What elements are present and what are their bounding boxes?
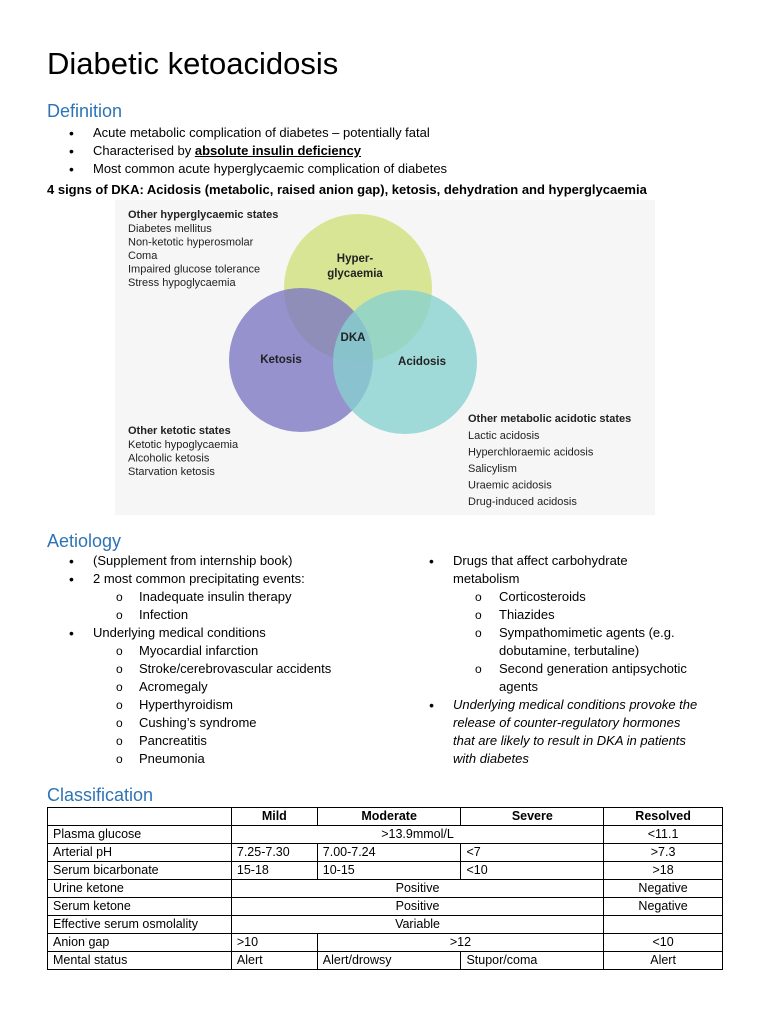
classification-heading: Classification	[47, 785, 154, 805]
group-item: Starvation ketosis	[128, 466, 215, 478]
bullet-text: Most common acute hyperglycaemic complication of diabetes	[93, 161, 448, 176]
table-cell: 7.25-7.30	[231, 844, 317, 862]
row-label: Arterial pH	[48, 844, 232, 862]
list-item	[411, 588, 731, 606]
list-item	[47, 124, 727, 142]
signs-line: 4 signs of DKA: Acidosis (metabolic, raised anion gap), ketosis, dehydration and hyperglycaemia	[47, 182, 647, 197]
bullet-text: (Supplement from internship book)	[93, 553, 293, 568]
list-item	[411, 606, 731, 624]
list-item	[47, 624, 407, 642]
table-row	[48, 844, 723, 862]
note-text: with diabetes	[453, 751, 529, 766]
bullet-text: Sympathomimetic agents (e.g.	[499, 625, 675, 640]
bullet-text: Inadequate insulin therapy	[139, 589, 292, 604]
row-label: Urine ketone	[48, 880, 232, 898]
bullet-text: Stroke/cerebrovascular accidents	[139, 661, 332, 676]
table-header: Moderate	[317, 808, 461, 826]
table-cell: >13.9mmol/L	[231, 826, 603, 844]
list-item	[411, 552, 731, 588]
bullet-text: Characterised by	[93, 143, 195, 158]
bullet-text: Drugs that affect carbohydrate	[453, 553, 628, 568]
table-cell: Alert/drowsy	[317, 952, 461, 970]
ketosis-label: Ketosis	[260, 354, 302, 366]
bullet-text: metabolism	[453, 571, 520, 586]
list-item	[47, 606, 407, 624]
table-cell: <10	[461, 862, 604, 880]
table-row	[48, 826, 723, 844]
bullet-text: Underlying medical conditions	[93, 625, 266, 640]
group-item: Alcoholic ketosis	[128, 452, 210, 465]
bullet-text: agents	[499, 679, 539, 694]
table-cell: <11.1	[604, 826, 723, 844]
table-cell: 10-15	[317, 862, 461, 880]
table-header: Mild	[231, 808, 317, 826]
table-header-row	[48, 808, 723, 826]
table-cell: 15-18	[231, 862, 317, 880]
group-item: Hyperchloraemic acidosis	[468, 446, 594, 459]
row-label: Effective serum osmolality	[48, 916, 232, 934]
group-item: Drug-induced acidosis	[468, 496, 577, 508]
table-cell: Alert	[604, 952, 723, 970]
list-item	[411, 696, 731, 768]
list-item	[47, 678, 407, 696]
bullet-text: Myocardial infarction	[139, 643, 259, 658]
table-cell: >12	[317, 934, 603, 952]
table-cell: Positive	[231, 880, 603, 898]
group-item: Non-ketotic hyperosmolar	[128, 236, 254, 249]
table-cell: 7.00-7.24	[317, 844, 461, 862]
list-item	[47, 160, 727, 178]
bullet-text: Second generation antipsychotic	[499, 661, 687, 676]
table-header	[48, 808, 232, 826]
list-item	[47, 750, 407, 768]
note-text: release of counter-regulatory hormones	[453, 715, 681, 730]
table-row	[48, 880, 723, 898]
bullet-text: dobutamine, terbutaline)	[499, 643, 640, 658]
aetiology-right-list	[411, 552, 731, 768]
hyper-label-1: Hyper-	[336, 253, 374, 265]
list-item	[47, 588, 407, 606]
group-item: Uraemic acidosis	[468, 479, 552, 492]
row-label: Serum ketone	[48, 898, 232, 916]
acidosis-label: Acidosis	[398, 356, 446, 368]
bullet-text: Pneumonia	[139, 751, 205, 766]
table-header: Resolved	[604, 808, 723, 826]
definition-list	[47, 124, 727, 178]
table-row	[48, 898, 723, 916]
table-cell: Stupor/coma	[461, 952, 604, 970]
table-cell: <10	[604, 934, 723, 952]
table-cell: >18	[604, 862, 723, 880]
bullet-text: Hyperthyroidism	[139, 697, 233, 712]
ketotic-group-title: Other ketotic states	[128, 425, 231, 437]
group-item: Coma	[128, 250, 158, 262]
bullet-text: Corticosteroids	[499, 589, 586, 604]
group-item: Salicylism	[468, 463, 517, 475]
list-item	[47, 660, 407, 678]
definition-heading: Definition	[47, 101, 123, 121]
table-cell: Positive	[231, 898, 603, 916]
group-item: Diabetes mellitus	[128, 223, 212, 235]
bullet-text: Acute metabolic complication of diabetes – potentially fatal	[93, 125, 430, 140]
row-label: Plasma glucose	[48, 826, 232, 844]
group-item: Ketotic hypoglycaemia	[128, 439, 239, 451]
group-item: Stress hypoglycaemia	[128, 277, 236, 289]
group-item: Lactic acidosis	[468, 430, 540, 442]
table-cell	[604, 916, 723, 934]
aetiology-heading: Aetiology	[47, 531, 122, 551]
list-item	[411, 624, 731, 660]
row-label: Anion gap	[48, 934, 232, 952]
venn-diagram	[115, 200, 655, 515]
table-row	[48, 934, 723, 952]
bullet-text: 2 most common precipitating events:	[93, 571, 305, 586]
bullet-text: Cushing’s syndrome	[139, 715, 257, 730]
hyper-group-title: Other hyperglycaemic states	[128, 209, 279, 221]
bullet-text: Infection	[139, 607, 189, 622]
page-title: Diabetic ketoacidosis	[47, 46, 339, 81]
acidotic-group-title: Other metabolic acidotic states	[468, 413, 632, 425]
note-text: that are likely to result in DKA in patients	[453, 733, 686, 748]
table-header: Severe	[461, 808, 604, 826]
emphasis-text: absolute insulin deficiency	[194, 143, 362, 158]
list-item	[411, 660, 731, 696]
table-cell: <7	[461, 844, 604, 862]
table-row	[48, 952, 723, 970]
hyper-label-2: glycaemia	[327, 268, 383, 280]
aetiology-left-list	[47, 552, 407, 768]
row-label: Mental status	[48, 952, 232, 970]
list-item	[47, 142, 727, 160]
table-cell: Variable	[231, 916, 603, 934]
bullet-text: Thiazides	[499, 607, 555, 622]
table-row	[48, 916, 723, 934]
table-cell: >7.3	[604, 844, 723, 862]
note-text: Underlying medical conditions provoke the	[453, 697, 698, 712]
table-row	[48, 862, 723, 880]
list-item	[47, 732, 407, 750]
list-item	[47, 570, 407, 588]
row-label: Serum bicarbonate	[48, 862, 232, 880]
list-item	[47, 642, 407, 660]
table-cell: Alert	[231, 952, 317, 970]
dka-label: DKA	[340, 332, 366, 344]
list-item	[47, 714, 407, 732]
bullet-text: Pancreatitis	[139, 733, 207, 748]
table-cell: >10	[231, 934, 317, 952]
list-item	[47, 552, 407, 570]
table-cell: Negative	[604, 880, 723, 898]
bullet-text: Acromegaly	[139, 679, 208, 694]
classification-table	[47, 807, 723, 970]
list-item	[47, 696, 407, 714]
table-cell: Negative	[604, 898, 723, 916]
group-item: Impaired glucose tolerance	[128, 263, 261, 276]
